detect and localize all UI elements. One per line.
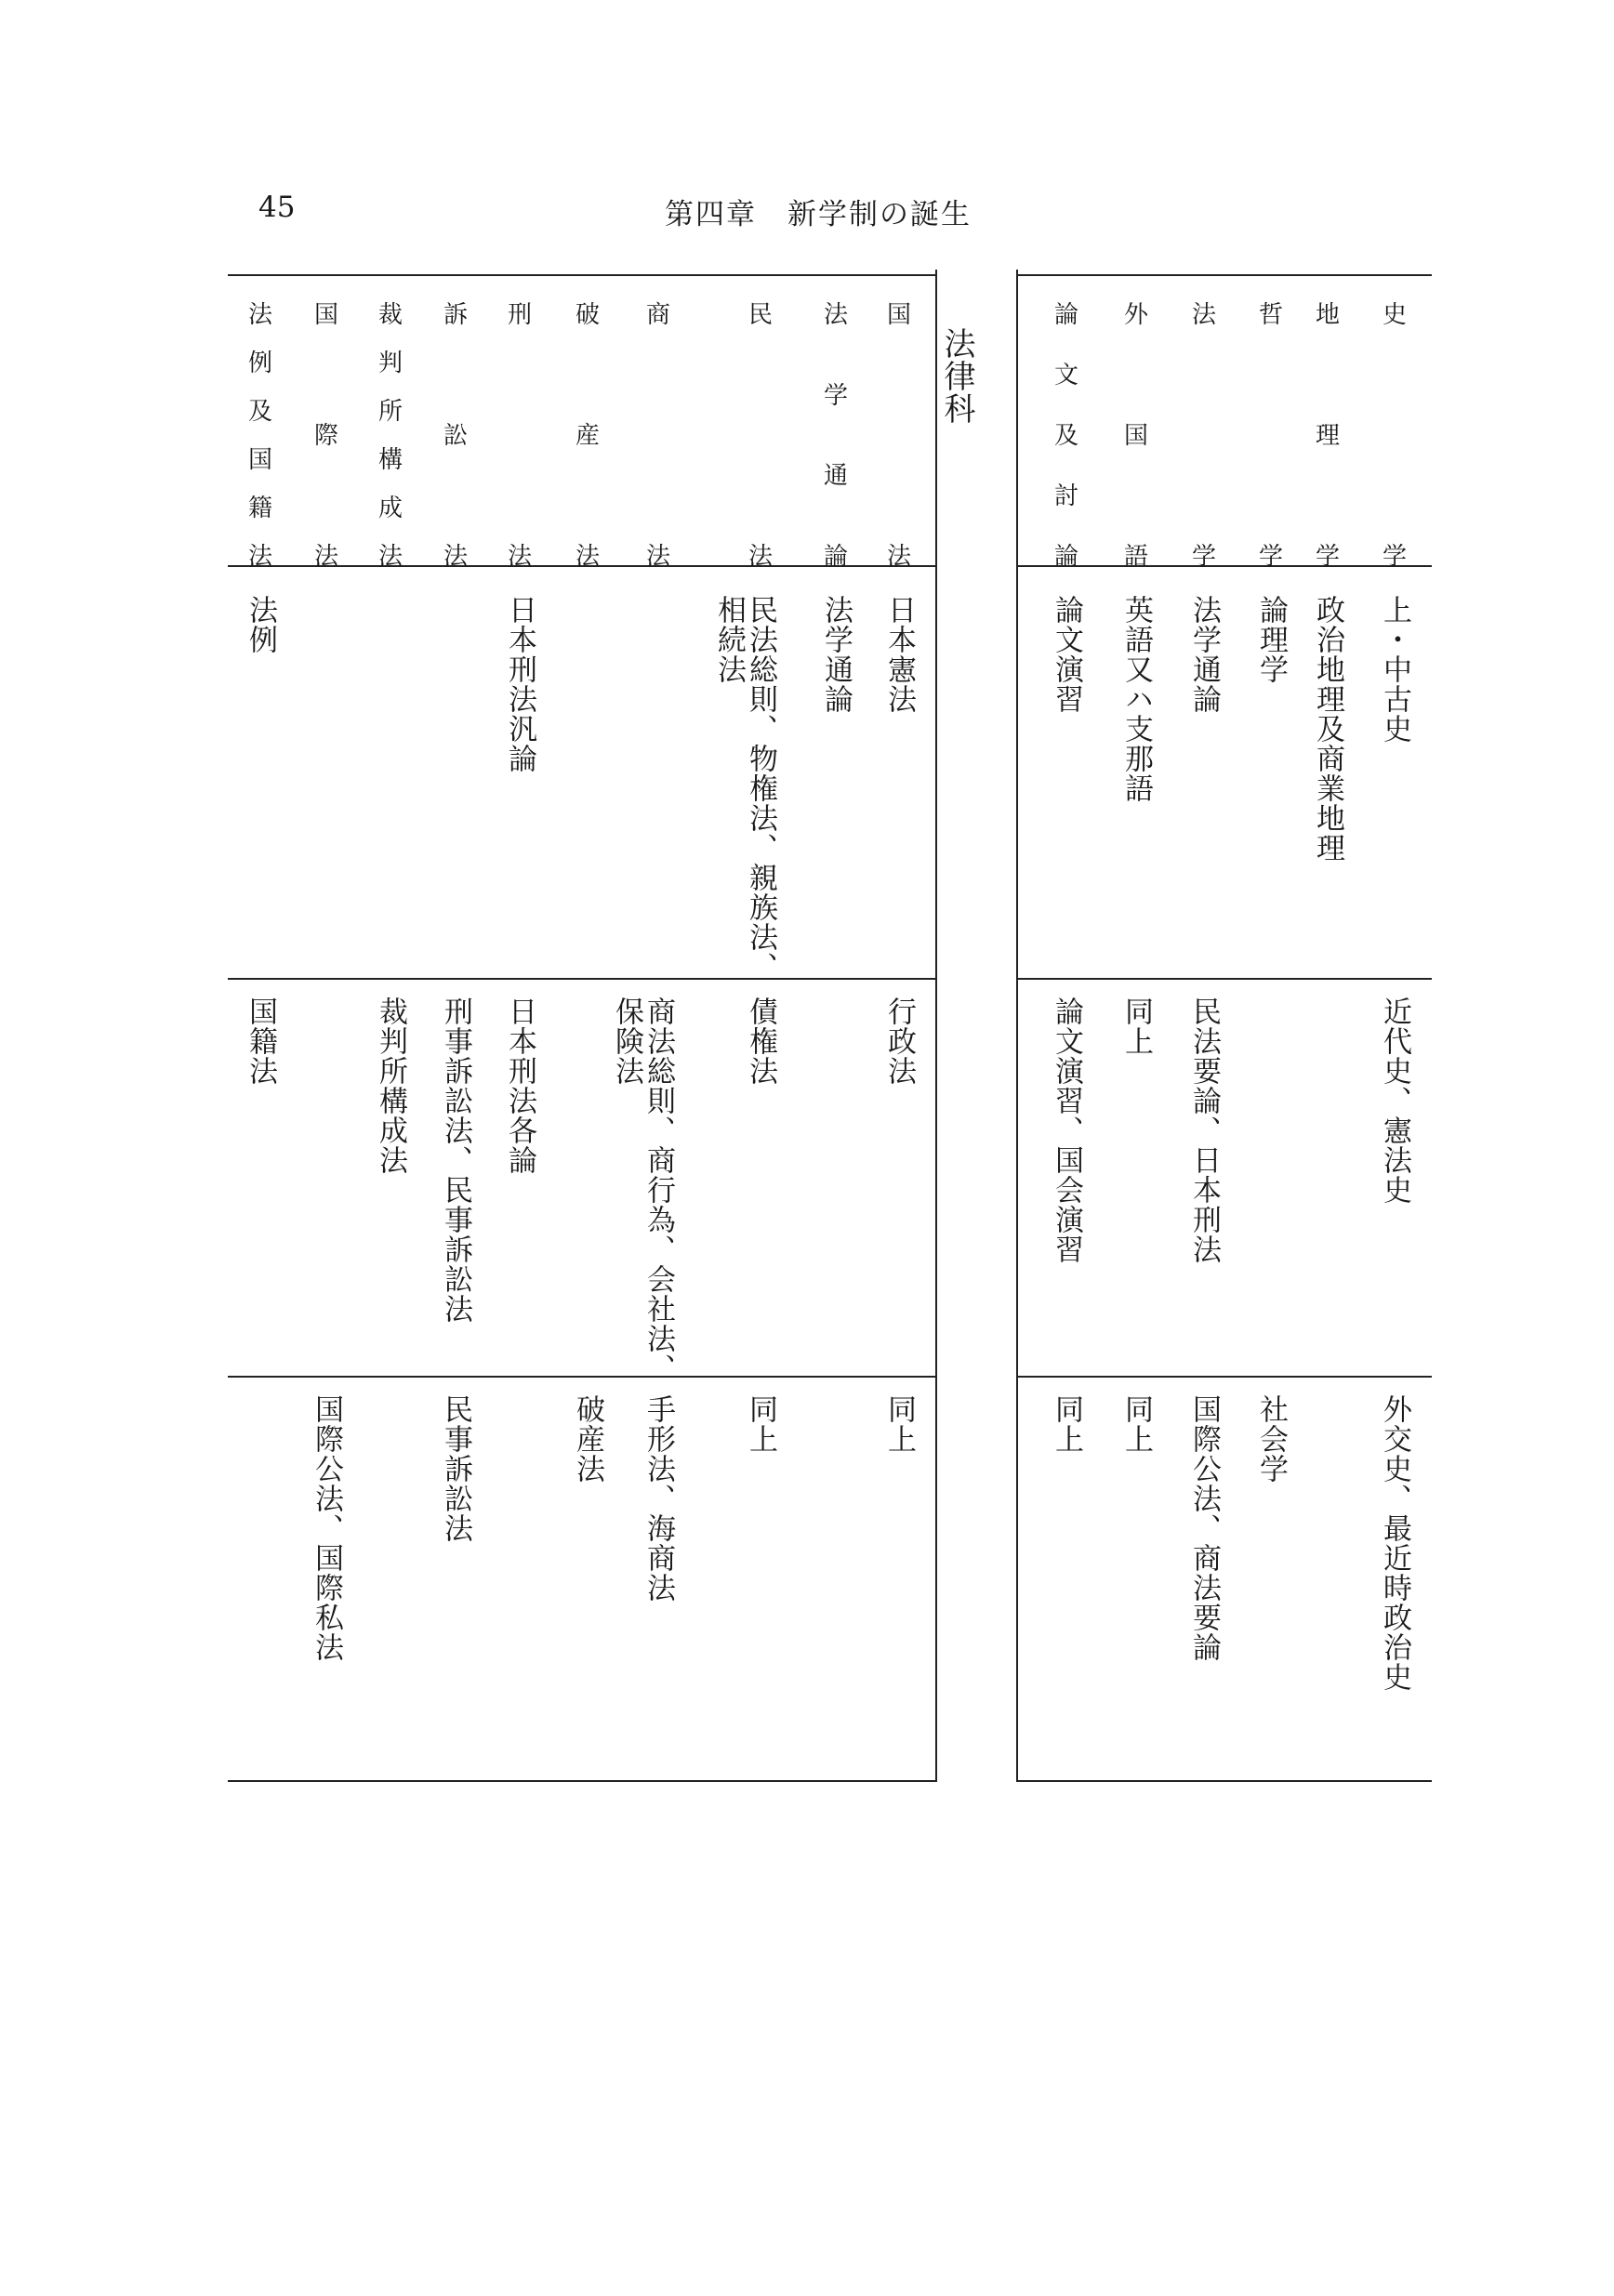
column-header-hogaku: 通 — [823, 462, 848, 491]
column-header-hogaku2: 学 — [1191, 543, 1216, 571]
column-header-gaikoku: 外 — [1123, 301, 1148, 329]
column-header-saiban: 法 — [377, 543, 403, 571]
column-header-saiban: 構 — [377, 446, 403, 474]
course-cell-saiban-y2: 裁判所構成法 — [374, 996, 407, 1175]
course-cell-shigaku-y3: 外交史、最近時政治史 — [1378, 1394, 1411, 1692]
column-header-kokusai: 際 — [313, 422, 338, 450]
column-header-horei: 及 — [247, 398, 272, 426]
column-header-hasan: 法 — [575, 543, 600, 571]
course-cell-kokuho-y1: 日本憲法 — [882, 595, 916, 714]
year1-rule — [228, 978, 937, 980]
course-cell-sho-y3: 手形法、海商法 — [642, 1394, 675, 1603]
column-header-hogaku: 論 — [823, 543, 848, 571]
course-cell-tetsu-y3: 社会学 — [1254, 1394, 1288, 1484]
year2-rule — [1016, 1376, 1432, 1378]
column-header-horei: 例 — [247, 350, 272, 377]
course-cell-hogaku2-y3: 国際公法、商法要論 — [1187, 1394, 1221, 1662]
column-header-hasan: 産 — [575, 422, 600, 450]
column-header-saiban: 所 — [377, 398, 403, 426]
column-header-kei: 刑 — [507, 301, 532, 329]
column-header-chiri: 地 — [1315, 301, 1340, 329]
column-header-kokuho: 国 — [886, 301, 911, 329]
course-cell-kokuho-y3: 同上 — [882, 1394, 916, 1454]
page-number: 45 — [258, 191, 296, 224]
course-cell-horei-y2: 国籍法 — [244, 996, 277, 1086]
column-header-ronbun: 文 — [1053, 362, 1078, 389]
course-cell-ronbun-y3: 同上 — [1050, 1394, 1083, 1454]
column-header-sho: 法 — [645, 543, 670, 571]
course-cell-shigaku-y1: 上・中古史 — [1378, 595, 1411, 744]
table-bottom-rule — [1016, 1780, 1432, 1782]
column-header-horei: 法 — [247, 543, 272, 571]
column-header-sosho: 訟 — [443, 422, 468, 450]
year2-rule — [228, 1376, 937, 1378]
column-header-min: 法 — [747, 543, 773, 571]
course-cell-min-y3: 同上 — [744, 1394, 777, 1454]
course-cell-ronbun-y2: 論文演習、国会演習 — [1050, 996, 1083, 1264]
column-header-saiban: 判 — [377, 350, 403, 377]
column-header-kokusai: 国 — [313, 301, 338, 329]
column-header-ronbun: 討 — [1053, 482, 1078, 510]
column-header-sosho: 訴 — [443, 301, 468, 329]
column-header-ronbun: 論 — [1053, 543, 1078, 571]
column-header-tetsu: 哲 — [1258, 301, 1283, 329]
course-cell-gaikoku-y1: 英語又ハ支那語 — [1119, 595, 1153, 803]
course-cell-gaikoku-y3: 同上 — [1119, 1394, 1153, 1454]
column-header-kokuho: 法 — [886, 543, 911, 571]
column-header-horei: 法 — [247, 301, 272, 329]
column-header-horei: 籍 — [247, 495, 272, 522]
course-cell-kokusai-y3: 国際公法、国際私法 — [310, 1394, 343, 1662]
column-header-sho: 商 — [645, 301, 670, 329]
year1-rule — [1016, 978, 1432, 980]
course-cell-chiri-y1: 政治地理及商業地理 — [1311, 595, 1344, 863]
column-header-saiban: 成 — [377, 495, 403, 522]
column-header-hogaku2: 法 — [1191, 301, 1216, 329]
column-header-kokusai: 法 — [313, 543, 338, 571]
column-header-hogaku: 学 — [823, 381, 848, 410]
course-cell-min-y1: 民法総則、物権法、親族法、 相続法 — [712, 595, 777, 982]
column-header-horei: 国 — [247, 446, 272, 474]
course-cell-sosho-y3: 民事訴訟法 — [439, 1394, 472, 1543]
course-cell-sho-y2: 商法総則、商行為、会社法、 保険法 — [610, 996, 675, 1383]
column-header-kei: 法 — [507, 543, 532, 571]
course-cell-gaikoku-y2: 同上 — [1119, 996, 1153, 1056]
column-header-ronbun: 及 — [1053, 422, 1078, 450]
course-cell-hogaku2-y1: 法学通論 — [1187, 595, 1221, 714]
running-head: 第四章 新学制の誕生 — [665, 198, 972, 231]
table-top-rule — [1016, 274, 1432, 276]
course-cell-hasan-y3: 破産法 — [571, 1394, 604, 1484]
course-cell-shigaku-y2: 近代史、憲法史 — [1378, 996, 1411, 1205]
course-cell-kei-y1: 日本刑法汎論 — [503, 595, 536, 773]
table-side-rule — [935, 270, 937, 1782]
column-header-min: 民 — [747, 301, 773, 329]
column-header-chiri: 理 — [1315, 422, 1340, 450]
column-header-hasan: 破 — [575, 301, 600, 329]
course-cell-tetsu-y1: 論理学 — [1254, 595, 1288, 684]
course-cell-min-y2: 債権法 — [744, 996, 777, 1086]
course-cell-ronbun-y1: 論文演習 — [1050, 595, 1083, 714]
column-header-ronbun: 論 — [1053, 301, 1078, 329]
table-side-rule — [1016, 270, 1018, 1782]
column-header-gaikoku: 語 — [1123, 543, 1148, 571]
column-header-shigaku: 学 — [1382, 543, 1407, 571]
column-header-gaikoku: 国 — [1123, 422, 1148, 450]
column-header-sosho: 法 — [443, 543, 468, 571]
course-cell-horei-y1: 法例 — [244, 595, 277, 654]
column-header-shigaku: 史 — [1382, 301, 1407, 329]
course-cell-hogaku-y1: 法学通論 — [819, 595, 853, 714]
faculty-label: 法律科 — [938, 327, 975, 425]
column-header-tetsu: 学 — [1258, 543, 1283, 571]
column-header-chiri: 学 — [1315, 543, 1340, 571]
table-top-rule — [228, 274, 937, 276]
table-bottom-rule — [228, 1780, 937, 1782]
course-cell-sosho-y2: 刑事訴訟法、民事訴訟法 — [439, 996, 472, 1324]
column-header-saiban: 裁 — [377, 301, 403, 329]
course-cell-hogaku2-y2: 民法要論、日本刑法 — [1187, 996, 1221, 1264]
column-header-hogaku: 法 — [823, 301, 848, 329]
course-cell-kokuho-y2: 行政法 — [882, 996, 916, 1086]
course-cell-kei-y2: 日本刑法各論 — [503, 996, 536, 1175]
